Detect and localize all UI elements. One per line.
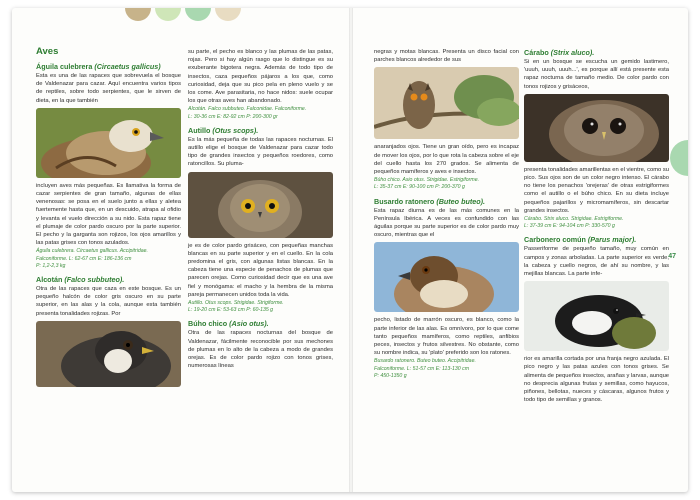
species-name: Busardo ratonero: [374, 196, 435, 206]
long-eared-owl-photo: [374, 67, 519, 139]
species-meta: [374, 358, 519, 380]
page-number: 47: [668, 253, 676, 260]
body-text: su parte, el pecho es blanco y las plumas de las patas, rojas. Pero si hay algún rasgo que lo distingue es su exuberante bigotera negra. Además de todo tipo de insectos, caza pequeños pájaros a los que, como curiosidad, deja que su pico pela en pleno vuelo y se los come. Ave parasitaria, no hace nidos: suele ocupar los que otras aves han abandonado.: [188, 49, 333, 105]
falcon-photo: [36, 321, 181, 387]
species-meta: [188, 300, 333, 314]
column-4: [524, 46, 669, 404]
body-text: negras y motas blancas. Presenta un disco facial con parches blancos alrededor de sus: [374, 49, 519, 64]
book-spread: [12, 8, 688, 492]
body-text: Esta rapaz diurna es de las más comunes en la Península Ibérica. A veces es confundido con las águilas porque su parte superior es de color pardo muy oscuro, mientras que el: [374, 207, 519, 239]
species-sci: (Parus major).: [587, 235, 637, 245]
species-title-alcotan: [36, 275, 181, 284]
species-name: Carbonero común: [524, 235, 586, 245]
body-text: pecho, listado de marrón oscuro, es blanco, como la parte inferior de las alas. Es omnívoro, por lo que come tanto pequeños mamíferos, como reptiles, anfibios peces, insectos y frutos silvestres. No obstante, como su nombre indica, su 'plato' preferido son los ratones.: [374, 317, 519, 357]
species-meta: [374, 177, 519, 191]
species-title-busardo: [374, 197, 519, 206]
meta-line: Falconiforme. L: 62-67 cm E: 186-136 cm: [36, 255, 132, 262]
meta-line: Búho chico. Asio otus. Strigidae. Estrigiforme.: [374, 177, 480, 184]
species-sci: (Circaetus gallicus): [94, 62, 161, 71]
body-text: Si en un bosque se escucha un gemido lastimero, 'uuuh, uuuh, uuuh...', es porque allí está presente esta rapaz nocturna de tamaño medio. De color pardo con tonos rojizos y grisáceos,: [524, 59, 669, 90]
species-sci: (Asio otus).: [229, 319, 269, 329]
body-text: Otra de las rapaces que caza en este bosque. Es un pequeño halcón de color gris oscuro en su parte superior, en las alas y la cola, aunque esta también presenta tonalidades rojizas. Por: [36, 286, 181, 317]
meta-line: P: 1,2-2,3 kg: [36, 262, 66, 269]
color-dot: [155, 8, 181, 21]
page-tab: [670, 140, 688, 176]
species-name: Autillo: [188, 125, 211, 135]
body-text: Esta es una de las rapaces que sobrevuela el bosque de Valdenazar para cazar. Aquí encuentra varios tipos de reptiles, sobre todo serpientes, que le sirven de dieta, en la que también: [36, 73, 181, 104]
column-3: [374, 48, 519, 385]
species-sci: (Strix aluco).: [550, 48, 595, 57]
page-gutter: [349, 8, 353, 492]
tawny-owl-photo: [524, 94, 669, 162]
meta-line: Alcotán. Falco subbuteo. Falconidae. Falconiforme.: [188, 106, 307, 113]
meta-line: L: 19-20 cm E: 53-63 cm P: 60-135 g: [188, 307, 274, 314]
body-text: Es la más pequeña de todas las rapaces nocturnas. El autillo elige el bosque de Valdenazar para cazar todo tipo de grandes insectos y pequeños roedores, como ratoncillos. Su pluma-: [188, 136, 333, 168]
body-text: incluyen aves más pequeñas. Es llamativa la forma de cazar serpientes de gran tamaño, algunas de ellas venenosas: se posa en el suelo junto a ellas y aletea fuertemente hasta que, en un descuido, atrapa al ofidio y levanta el vuelo dirección a su nido. Esta rapaz tiene el plumaje de color pardo oscuro por la parte superior. El pecho y la garganta son rojizos, los ojos amarillos y las patas grises con tonos azulados.: [36, 182, 181, 247]
eagle-photo: [36, 108, 181, 178]
species-title-carabo: [524, 48, 669, 57]
species-name: Alcotán: [36, 275, 63, 285]
species-sci: (Falco subbuteo).: [64, 275, 125, 285]
meta-line: P: 450-1350 g: [374, 372, 407, 379]
species-name: Búho chico: [188, 319, 228, 329]
color-dot: [215, 8, 241, 21]
species-title-autillo: [188, 126, 333, 135]
species-meta: [188, 106, 333, 120]
meta-line: L: 37-39 cm E: 94-104 cm P: 330-570 g: [524, 223, 615, 230]
meta-line: Cárabo. Strix aluco. Strigidae. Estrigiforme.: [524, 216, 624, 223]
great-tit-photo: [524, 281, 669, 351]
species-name: Águila culebrera: [36, 62, 93, 71]
body-text: presenta tonalidades amarillentas en el vientre, como su pico. Sus ojos son de un color negro intenso. El cárabo no tiene los penachos 'orejeras' de otras estrigiformes como el autillo o el búho chico. En su dieta incluye pequeños pajarillos y micromamíferos, sin descartar grandes insectos.: [524, 166, 670, 214]
meta-line: Falconiforme. L: 51-57 cm E: 113-130 cm: [374, 365, 470, 372]
body-text: Passeriforme de pequeño tamaño, muy común en campos y zonas arboladas. La parte superior es verde, la cabeza y cuello negros, de ahí su nombre, y las mejillas blancas. La parte infe-: [524, 246, 669, 278]
species-meta: [36, 248, 181, 270]
body-text: je es de color pardo grisáceo, con pequeñas manchas blancas en su parte superior y en el cuello. En la cola predomina el gris, con algunas listas blancas. En la cabeza tiene una especie de penachos de plumas que parecen orejas. Como curiosidad decir que es una ave fiel y monógama: el macho y la hembra de la misma pareja permanecen unidos toda la vida.: [188, 242, 333, 298]
scops-owl-photo: [188, 172, 333, 238]
color-dot: [185, 8, 211, 21]
species-title-aguila: [36, 62, 181, 71]
column-2: [188, 48, 333, 370]
color-dots: [125, 8, 241, 22]
meta-line: L: 30-36 cm E: 82-92 cm P: 200-300 gr: [188, 113, 278, 120]
meta-line: Autillo. Otus scops. Strigidae. Strigiforme.: [188, 300, 284, 307]
body-text: rior es amarilla cortada por una franja negro azulada. El pico negro y las patas azules con tonos grises. Se alimenta de pequeños insectos, arañas y larvas, aunque no desprecia algunas frutas y semillas, como hayucos, piñones, bellotas, nueces y cáscaras, algunos frutos y todo tipo de semillas y granos.: [524, 356, 670, 404]
species-name: Cárabo: [524, 48, 549, 57]
species-title-buho: [188, 319, 333, 328]
species-sci: (Buteo buteo).: [436, 196, 486, 206]
meta-line: L: 35-37 cm E: 90-100 cm P: 200-370 g: [374, 184, 465, 191]
body-text: Otra de las rapaces nocturnas del bosque de Valdenazar, fácilmente reconocible por sus mechones de plumas en lo alto de la cabeza a modo de grandes orejas. Es de color pardo rojizo con tonos grises, numerosas líneas: [188, 330, 333, 370]
body-text: anaranjados ojos. Tiene un gran oído, pero es incapaz de mover los ojos, por lo que rota la cabeza sobre el eje del cuello hasta los 270 grados. Se alimenta de pequeños mamíferos y aves e insectos.: [374, 144, 519, 176]
species-sci: (Otus scops).: [212, 125, 259, 135]
column-1: [36, 46, 181, 391]
species-meta: [524, 216, 669, 230]
section-title: Aves: [36, 46, 59, 57]
color-dot: [125, 8, 151, 21]
meta-line: Busardo ratonero. Buteo buteo. Accipitridae.: [374, 358, 476, 365]
species-title-carbonero: [524, 235, 669, 244]
meta-line: Águila culebrera. Circaetus gallicus. Accipitridae.: [36, 248, 148, 255]
buzzard-photo: [374, 242, 519, 312]
